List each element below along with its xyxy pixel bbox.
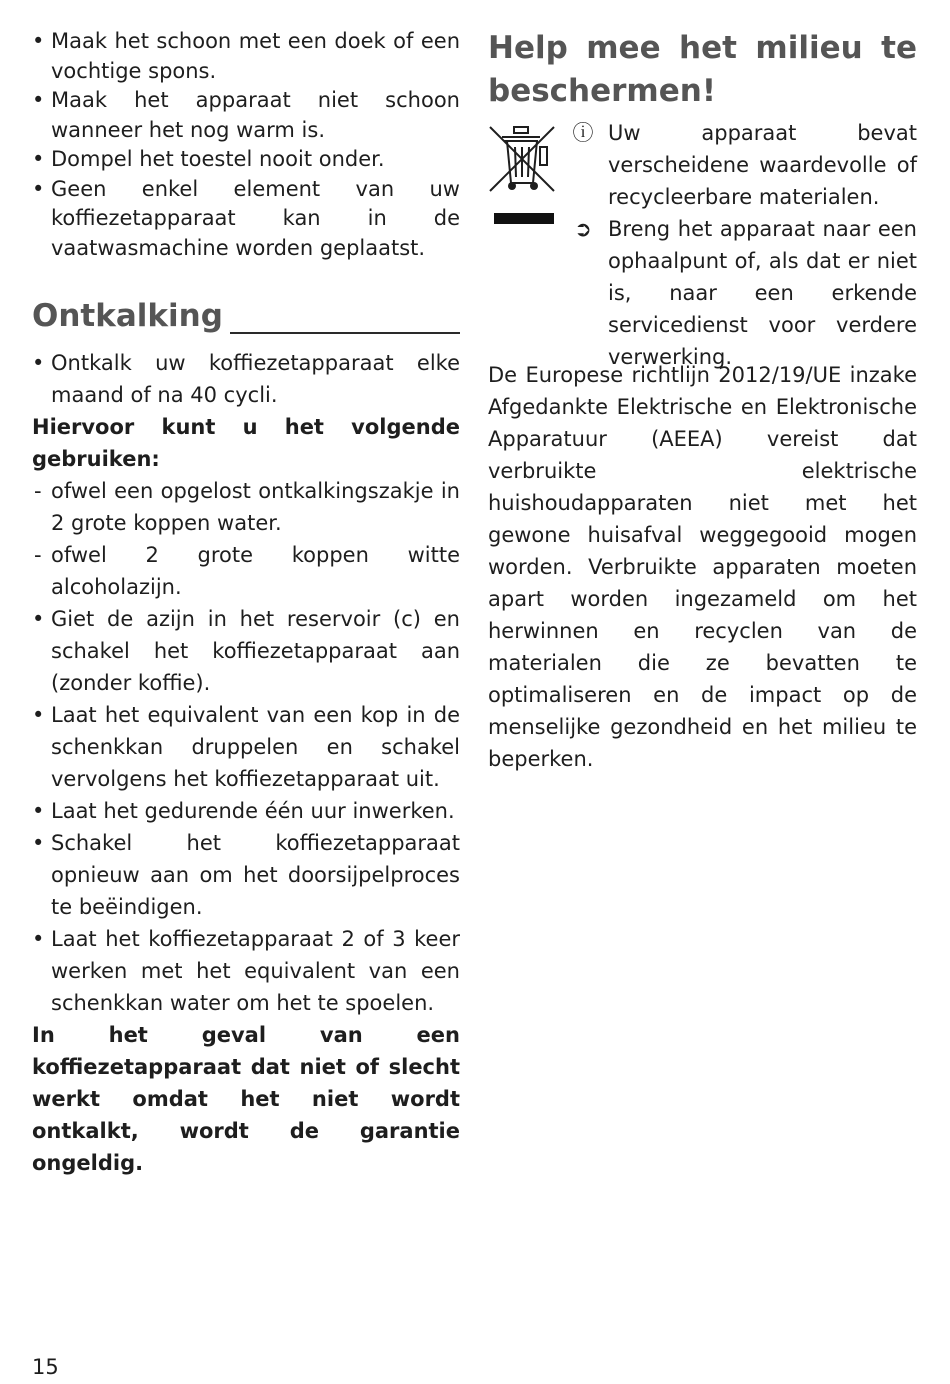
- title-rule: [230, 332, 460, 334]
- list-item: • Giet de azijn in het reservoir (c) en schakel het koffiezetapparaat aan (zonder koffie).: [32, 603, 460, 699]
- list-item: • Schakel het koffiezetapparaat opnieuw aan om het doorsijpelproces te beëindigen.: [32, 827, 460, 923]
- list-item: • Maak het schoon met een doek of een vochtige spons.: [32, 27, 460, 86]
- cleaning-list: [32, 27, 460, 263]
- info-text: Uw apparaat bevat verscheidene waardevolle of recycleerbare materialen.: [608, 121, 917, 209]
- right-column: [488, 27, 917, 775]
- ontkalking-intro-list: [32, 347, 460, 411]
- info-icon: ⓘ: [572, 121, 594, 145]
- list-item: • Maak het apparaat niet schoon wanneer het nog warm is.: [32, 86, 460, 145]
- list-item: • Laat het gedurende één uur inwerken.: [32, 795, 460, 827]
- crossed-out-bin-icon: [488, 125, 562, 225]
- environment-info-block: [488, 117, 917, 369]
- list-item: - ofwel 2 grote koppen witte alcoholazijn.: [32, 539, 460, 603]
- ontkalking-header: [32, 296, 460, 336]
- arrow-icon: ➲: [574, 217, 592, 241]
- environment-texts: [608, 117, 917, 373]
- list-item: • Ontkalk uw koffiezetapparaat elke maand of na 40 cycli.: [32, 347, 460, 411]
- list-item: - ofwel een opgelost ontkalkingszakje in 2 grote koppen water.: [32, 475, 460, 539]
- options-list: [32, 475, 460, 603]
- left-column: [32, 27, 460, 1179]
- steps-list: [32, 603, 460, 1019]
- eu-directive-text: De Europese richtlijn 2012/19/UE inzake Afgedankte Elektrische en Elektronische Apparatuur (AEEA) vereist dat verbruikte elektrische huishoudapparaten niet met het gewone huisafval weggegooid mogen worden. Verbruikte apparaten moeten apart worden ingezameld om het herwinnen en recyclen van de materialen die ze bevatten te optimaliseren en de impact op de menselijke gezondheid en het milieu te beperken.: [488, 363, 917, 771]
- section-title: Help mee het milieu te beschermen!: [488, 30, 917, 109]
- page-number: 15: [32, 1355, 59, 1379]
- list-item: • Laat het koffiezetapparaat 2 of 3 keer werken met het equivalent van een schenkkan water om het te spoelen.: [32, 923, 460, 1019]
- list-item: • Laat het equivalent van een kop in de schenkkan druppelen en schakel vervolgens het koffiezetapparaat uit.: [32, 699, 460, 795]
- list-item: • Dompel het toestel nooit onder.: [32, 145, 460, 175]
- list-item: • Geen enkel element van uw koffiezetapparaat kan in de vaatwasmachine worden geplaatst.: [32, 175, 460, 264]
- disposal-text: Breng het apparaat naar een ophaalpunt of, als dat er niet is, naar een erkende servicedienst voor verdere verwerking.: [608, 217, 917, 369]
- use-heading: Hiervoor kunt u het volgende gebruiken:: [32, 415, 460, 471]
- warranty-note: In het geval van een koffiezetapparaat dat niet of slecht werkt omdat het niet wordt ontkalkt, wordt de garantie ongeldig.: [32, 1023, 460, 1175]
- section-title: Ontkalking: [32, 298, 223, 334]
